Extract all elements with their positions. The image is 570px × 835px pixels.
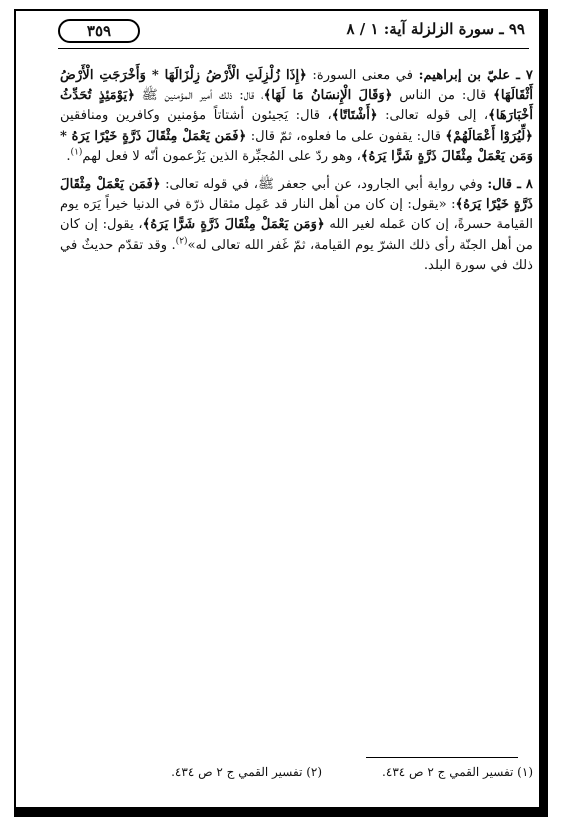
text-segment: ، وهو ردّ على المُجبِّرة الذين يَزْعمون أنّه لا فعل لهم	[82, 148, 361, 164]
footnote-divider	[366, 757, 518, 758]
quran-verse: ﴿لِّيُرَوْا أَعْمَالَهُمْ﴾	[445, 128, 533, 144]
quran-verse: ﴿وَقَالَ الْإِنسَانُ مَا لَهَا﴾	[263, 88, 393, 104]
page-number: ٣٥٩	[58, 19, 140, 43]
page-header	[58, 17, 529, 49]
paragraph-heading: ٧ ـ عليّ بن إبراهيم:	[418, 68, 533, 83]
text-segment: ، قال: ذلك أمير المؤمنين ﷺ	[134, 88, 264, 104]
quran-verse: ﴿فَمَن يَعْمَلْ مِثْقَالَ ذَرَّةٍ خَيْرًا يَرَهُ * وَمَن يَعْمَلْ مِثْقَالَ ذَرَّةٍ شَرًّا يَرَهُ﴾	[60, 128, 533, 164]
footnote-1: (١) تفسير القمي ج ٢ ص ٤٣٤.	[382, 765, 533, 779]
paragraph	[60, 66, 533, 167]
paragraph-heading: ٨ ـ قال:	[487, 177, 533, 193]
text-segment: : «يقول: إن كان من أهل النار قد عَمِل مثقال ذرّة في الدنيا خيراً يَرَه يوم القيامة حسرةً، إن كان عَمله لغير الله	[60, 197, 534, 233]
text-segment: قال: من الناس	[392, 88, 494, 104]
text-segment: . وقد تقدّم حديثٌ في ذلك في سورة البلد.	[60, 237, 533, 273]
quran-verse: ﴿أَشْتَاتًا﴾	[331, 108, 378, 124]
text-segment: ، يقول: إن كان من أهل الجنّة رأى ذلك الشرّ يوم القيامة، ثمّ غَفر الله تعالى له»	[60, 217, 533, 253]
text-segment: في معنى السورة:	[306, 68, 419, 83]
footnote-marker: (١)	[70, 147, 83, 158]
text-segment: .	[66, 148, 71, 164]
text-segment: قال: يقفون على ما فعلوه، ثمّ قال:	[246, 128, 446, 144]
quran-verse: ﴿وَمَن يَعْمَلْ مِثْقَالَ ذَرَّةٍ شَرًّا يَرَهُ﴾	[142, 217, 325, 233]
text-segment: وفي رواية أبي الجارود، عن أبي جعفر ﷺ، في قوله تعالى:	[160, 177, 488, 193]
main-text	[60, 66, 533, 284]
running-title: ٩٩ ـ سورة الزلزلة آية: ١ / ٨	[346, 20, 525, 38]
quran-verse: ﴿إِذَا زُلْزِلَتِ الْأَرْضُ زِلْزَالَهَا * وَأَخْرَجَتِ الْأَرْضُ أَثْقَالَهَا﴾	[60, 68, 533, 104]
footnote-2: (٢) تفسير القمي ج ٢ ص ٤٣٤.	[171, 765, 323, 779]
paragraph	[60, 175, 533, 276]
text-segment: ، إلى قوله تعالى:	[377, 108, 489, 124]
quran-verse: ﴿يَوْمَئِذٍ تُحَدِّثُ أَخْبَارَهَا﴾	[60, 88, 533, 124]
footnote-marker: (٢)	[175, 236, 188, 247]
quran-verse: ﴿فَمَن يَعْمَلْ مِثْقَالَ ذَرَّةٍ خَيْرًا يَرَهُ﴾	[60, 177, 533, 213]
text-segment: ، قال: يَجيئون أشتاتاً مؤمنين وكافرين ومنافقين	[60, 108, 332, 124]
footnotes	[60, 765, 533, 779]
